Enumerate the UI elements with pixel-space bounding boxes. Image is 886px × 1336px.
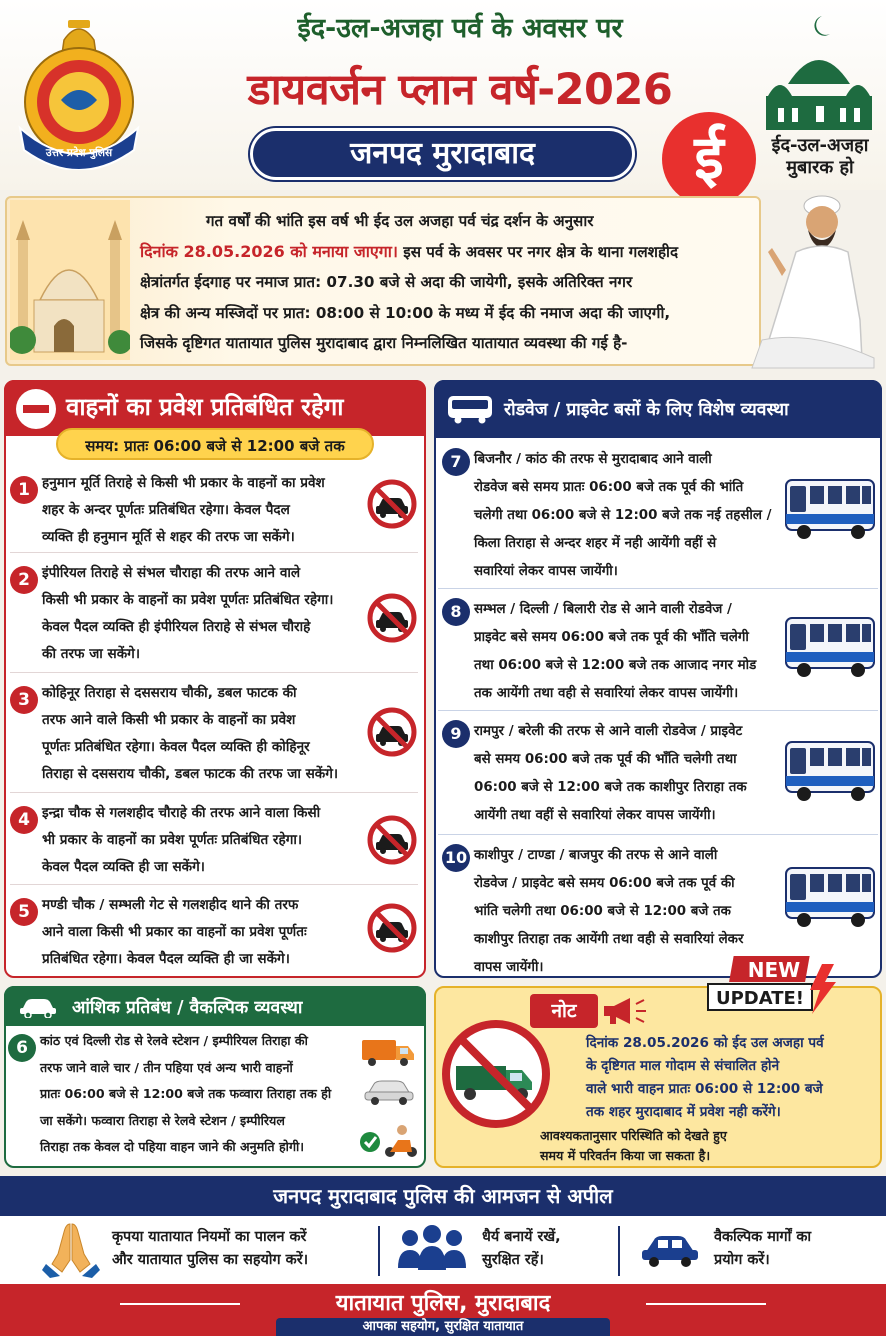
note-sub-line: आवश्यकतानुसार परिस्थिति को देखते हुए [540,1128,727,1143]
bus-icon [782,862,878,930]
page-title: डायवर्जन प्लान वर्ष-2026 [247,65,673,115]
intro-line-rest: इस पर्व के अवसर पर नगर क्षेत्र के थाना गलशहीद [397,242,679,261]
appeal-line: वैकल्पिक मार्गों का [714,1229,812,1245]
rule-line: बसे समय 06:00 बजे तक पूर्व की भाँति चलेगी तथा [474,752,737,767]
restricted-time: समय: प्रातः 06:00 बजे से 12:00 बजे तक [56,428,374,460]
restricted-rule-text [42,680,366,788]
rule-line: तथा 06:00 बजे से 12:00 बजे तक आजाद नगर मोड [474,658,757,673]
no-car-icon [366,706,418,758]
intro-line: क्षेत्रांतर्गत ईदगाह पर नमाज प्रात: 07.30 बजे से अदा की जायेगी, इसके अतिरिक्त नगर [140,273,633,291]
rule-line: काशीपुर तिराहा तक आयेंगी तथा वही से सवारियां लेकर [474,932,744,947]
restricted-rule-text [42,560,366,668]
no-heavy-vehicle-icon [442,1020,550,1128]
appeal-item [112,1226,380,1272]
intro-date-highlight: दिनांक 28.05.2026 को मनाया जाएगा। [140,241,398,261]
rule-number-badge: 2 [10,566,38,594]
emblem-label: उत्तर प्रदेश पुलिस [45,147,113,159]
badge-update-label: UPDATE! [715,988,805,1009]
rule-number-badge: 7 [442,448,470,476]
two-wheeler-allowed-icon [360,1118,418,1158]
rule-line: सवारियां लेकर वापस जायेंगी। [474,564,618,579]
mosque-illustration-icon [10,200,130,360]
intro-paragraph [140,206,750,359]
intro-line: जिसके दृष्टिगत यातायात पुलिस मुरादाबाद द्वारा निम्नलिखित यातायात व्यवस्था की गई है- [140,334,628,352]
rule-number-badge: 8 [442,598,470,626]
note-main-text [586,1032,871,1124]
note-line: दिनांक 28.05.2026 को ईद उल अजहा पर्व [586,1035,824,1051]
rule-line: इन्द्रा चौक से गलशहीद चौराहे की तरफ आने वाला किसी [42,805,321,821]
rule-number-badge: 4 [10,806,38,834]
megaphone-icon [600,994,650,1028]
rule-number-badge: 5 [10,898,38,926]
rule-line: प्रतिबंधित रहेगा। केवल पैदल व्यक्ति ही जा सकेंगे। [42,951,290,967]
rule-line: 06:00 बजे से 12:00 बजे तक काशीपुर तिराहा तक [474,780,747,795]
partial-line: कांठ एवं दिल्ली रोड से रेलवे स्टेशन / इम्पीरियल तिराहा की [40,1033,308,1048]
rule-line: किसी भी प्रकार के वाहनों का प्रवेश पूर्णतः प्रतिबंधित रहेगा। [42,592,334,608]
rule-line: केवल पैदल व्यक्ति ही इंपीरियल तिराहे से संभल चौराहे [42,619,311,635]
rule-line: भांति चलेगी तथा 06:00 बजे से 12:00 बजे तक [474,904,731,919]
appeal-line: धैर्य बनायें रखें, [482,1229,561,1245]
appeal-line: कृपया यातायात नियमों का पालन करें [112,1229,307,1245]
bus-rule-text [474,596,790,708]
rule-line: किला तिराहा से अन्दर शहर में नही आयेंगी वहीं से [474,536,717,551]
restricted-title: वाहनों का प्रवेश प्रतिबंधित रहेगा [66,393,344,421]
divider [10,552,418,553]
rule-line: केवल पैदल व्यक्ति ही जा सकेंगे। [42,859,205,875]
car-icon [362,1076,416,1106]
no-car-icon [366,814,418,866]
partial-line: तरफ जाने वाले चार / तीन पहिया एवं अन्य भारी वाहनों [40,1059,293,1075]
rule-line: रामपुर / बरेली की तरफ से आने वाली रोडवेज / प्राइवेट [474,724,743,739]
rule-line: काशीपुर / टाण्डा / बाजपुर की तरफ से आने वाली [474,848,718,863]
people-group-icon [396,1224,468,1274]
rule-line: बिजनौर / कांठ की तरफ से मुरादाबाद आने वाली [474,452,712,467]
bus-rule-text [474,718,790,830]
rule-line: प्राइवेट बसे समय 06:00 बजे तक पूर्व की भाँति चलेगी [474,630,749,645]
title-top: ईद-उल-अजहा पर्व के अवसर पर [297,13,623,44]
bus-icon [782,474,878,542]
appeal-item [714,1226,874,1272]
rule-line: आने वाला किसी भी प्रकार का वाहनों का प्रवेश पूर्णतः [42,924,307,940]
rule-line: शहर के अन्दर पूर्णतः प्रतिबंधित रहेगा। केवल पैदल [42,502,290,518]
note-line: के दृष्टिगत माल गोदाम से संचालित होने [586,1058,780,1074]
rule-line: तिराहा से दससराय चौकी, डबल फाटक की तरफ जा सकेंगे। [42,766,339,782]
divider [10,884,418,885]
footer-title: यातायात पुलिस, मुरादाबाद [335,1291,551,1316]
rule-number-badge: 9 [442,720,470,748]
rule-line: व्यक्ति ही हनुमान मूर्ति से शहर की तरफ जा सकेंगे। [42,529,295,545]
badge-new-label: NEW [747,958,801,982]
note-line: तक शहर मुरादाबाद में प्रवेश नही करेंगे। [586,1104,781,1120]
intro-line: क्षेत्र की अन्य मस्जिदों पर प्रात: 08:00 से 10:00 के मध्य में ईद की नमाज अदा की जाएगी, [140,303,671,322]
note-label: नोट [530,994,598,1028]
note-sub-text [540,1126,870,1166]
up-police-emblem-icon [12,10,147,170]
divider [438,710,878,711]
no-car-icon [366,478,418,530]
restricted-rule-text [42,800,366,881]
rule-line: की तरफ जा सकेंगे। [42,646,140,662]
rule-line: इंपीरियल तिराहे से संभल चौराहा की तरफ आने वाले [42,565,301,581]
rule-line: भी प्रकार के वाहनों का प्रवेश पूर्णतः प्रतिबंधित रहेगा। [42,832,303,848]
rule-line: रोडवेज / प्राइवेट बसे समय 06:00 बजे तक पूर्व की [474,876,735,891]
divider [438,834,878,835]
divider [438,588,878,589]
divider [10,792,418,793]
rule-line: तरफ आने वाले किसी भी प्रकार के वाहनों का प्रवेश [42,712,296,728]
restricted-rule-text [42,470,366,551]
rule-line: चलेगी तथा 06:00 बजे से 12:00 बजे तक नई तहसील / [474,508,772,523]
bus-icon [782,612,878,680]
footer-subtitle: आपका सहयोग, सुरक्षित यातायात [276,1318,610,1336]
eid-greeting [760,135,880,179]
divider [10,672,418,673]
car-icon [640,1232,700,1268]
appeal-title: जनपद मुरादाबाद पुलिस की आमजन से अपील [0,1176,886,1216]
appeal-line: प्रयोग करें। [714,1252,770,1268]
rule-line: वापस जायेंगी। [474,960,544,975]
note-line: वाले भारी वाहन प्रातः 06:00 से 12:00 बजे [586,1081,823,1097]
rule-number-badge: 3 [10,686,38,714]
folded-hands-icon [40,1220,102,1278]
praying-man-illustration-icon [742,190,882,370]
bus-rule-text [474,446,790,586]
eid-greeting-line1: ईद-उल-अजहा [771,135,869,156]
intro-line: गत वर्षों की भांति इस वर्ष भी ईद उल अजहा पर्व चंद्र दर्शन के अनुसार [206,212,594,230]
rule-line: तक आयेंगी तथा वही से सवारियां लेकर वापस जायेंगी। [474,686,739,701]
no-car-icon [366,902,418,954]
bus-title: रोडवेज / प्राइवेट बसों के लिए विशेष व्यवस्था [504,400,789,420]
rule-number-badge: 1 [10,476,38,504]
rule-line: कोहिनूर तिराहा से दससराय चौकी, डबल फाटक की [42,685,297,701]
partial-line: प्रातः 06:00 बजे से 12:00 बजे तक फव्वारा तिराहा तक ही [40,1086,332,1101]
bus-icon [446,394,494,424]
mosque-crescent-icon [760,10,878,130]
partial-rule-text [40,1028,358,1161]
bus-icon [782,736,878,804]
rule-number-badge: 10 [442,844,470,872]
partial-line: जा सकेंगे। फव्वारा तिराहा से रेलवे स्टेशन / इम्पीरियल [40,1112,285,1128]
rule-line: हनुमान मूर्ति तिराहे से किसी भी प्रकार के वाहनों का प्रवेश [42,475,325,491]
intro-line [140,237,750,268]
divider [618,1226,620,1276]
restricted-rule-text [42,892,366,973]
no-entry-icon [16,389,56,429]
rule-line: आयेंगी तथा वहीं से सवारियां लेकर वापस जायेंगी। [474,808,716,823]
new-update-badge-icon [704,954,844,1016]
partial-line: तिराहा तक केवल दो पहिया वाहन जाने की अनुमति होगी। [40,1139,305,1154]
rule-line: पूर्णतः प्रतिबंधित रहेगा। केवल पैदल व्यक्ति ही कोहिनूर [42,739,310,755]
appeal-item [482,1226,612,1272]
partial-title: आंशिक प्रतिबंध / वैकल्पिक व्यवस्था [72,998,303,1018]
eid-greeting-line2: मुबारक हो [786,157,854,178]
appeal-line: और यातायात पुलिस का सहयोग करें। [112,1252,309,1268]
note-sub-line: समय में परिवर्तन किया जा सकता है। [540,1148,711,1163]
i-letter-badge: ई [662,112,756,206]
district-banner: जनपद मुरादाबाद [250,128,635,180]
rule-line: सम्भल / दिल्ली / बिलारी रोड से आने वाली रोडवेज / [474,602,732,617]
appeal-line: सुरक्षित रहें। [482,1252,544,1268]
car-icon [18,994,58,1018]
divider [378,1226,380,1276]
rule-line: मण्डी चौक / सम्भली गेट से गलशहीद थाने की तरफ [42,897,299,913]
no-car-icon [366,592,418,644]
truck-icon [360,1036,416,1068]
rule-number-badge: 6 [8,1034,36,1062]
rule-line: रोडवेज बसे समय प्रातः 06:00 बजे तक पूर्व की भांति [474,480,744,495]
